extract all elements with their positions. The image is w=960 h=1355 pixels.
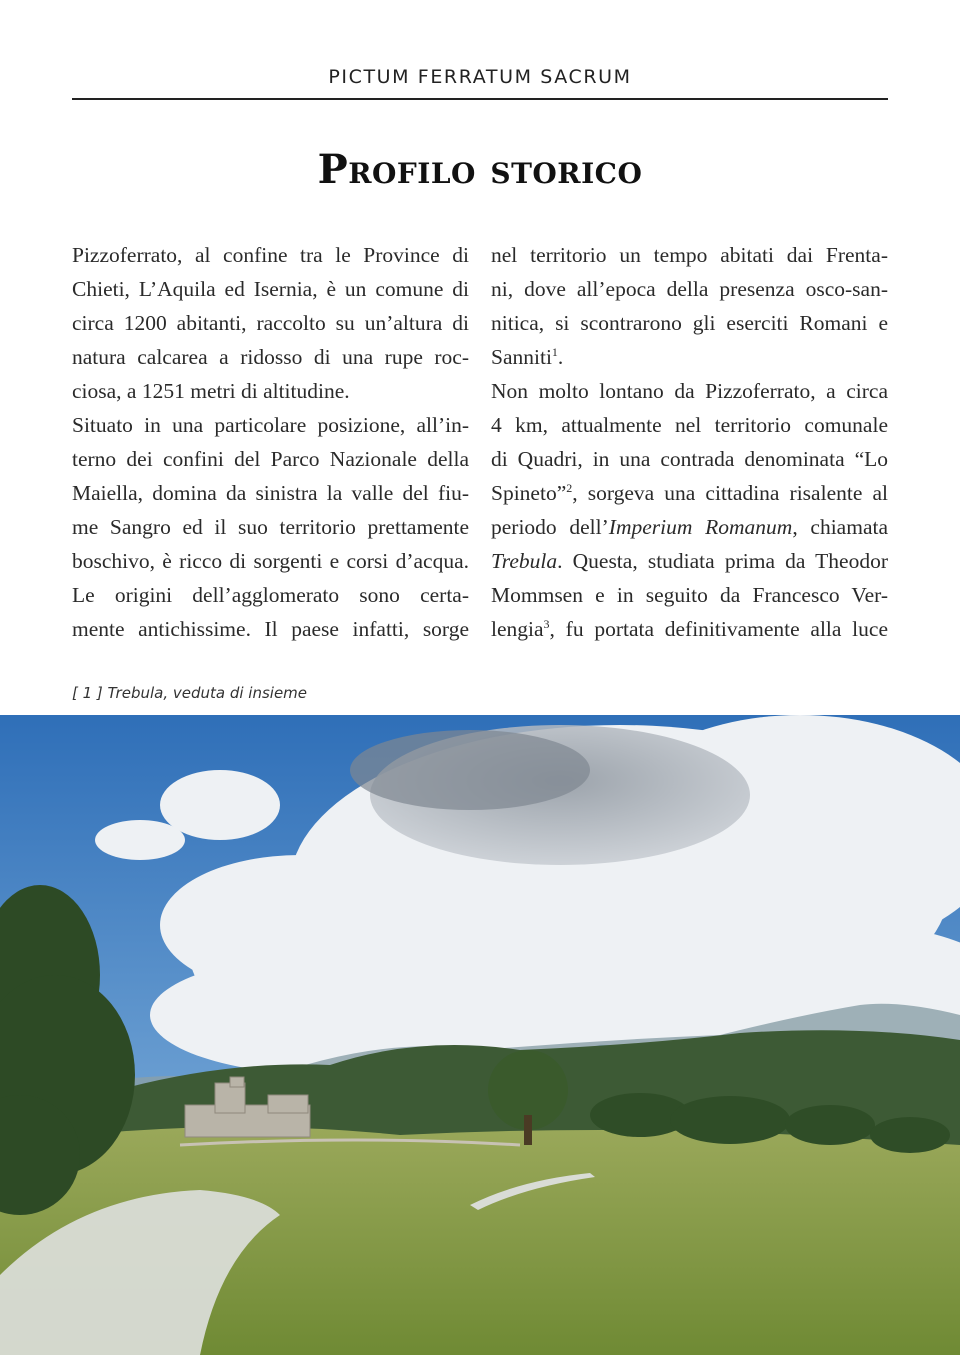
- text-segment: .: [557, 345, 564, 369]
- text-segment: lengia: [491, 617, 544, 641]
- text-line: nitica, si scontrarono gli eserciti Romani e: [491, 311, 888, 335]
- text-line: [491, 544, 888, 578]
- text-line: mente antichissime. Il paese infatti, sorge: [72, 617, 469, 641]
- italic-term: Trebula: [491, 549, 558, 573]
- text-line: [491, 612, 888, 646]
- text-line: natura calcarea a ridosso di una rupe roc-: [72, 345, 469, 369]
- text-line: Situato in una particolare posizione, all’in-: [72, 413, 469, 437]
- text-line: ni, dove all’epoca della presenza osco-san-: [491, 277, 888, 301]
- text-line: Maiella, domina da sinistra la valle del fiu-: [72, 481, 469, 505]
- page-title: Profilo storico: [317, 146, 643, 193]
- tree-trunk: [524, 1115, 532, 1145]
- text-line: circa 1200 abitanti, raccolto su un’altura di: [72, 311, 469, 335]
- text-line: [491, 476, 888, 510]
- figure-caption: [ 1 ] Trebula, veduta di insieme: [72, 684, 308, 702]
- text-segment: periodo dell’: [491, 515, 609, 539]
- text-line: 4 km, attualmente nel territorio comunale: [491, 413, 888, 437]
- landscape-illustration: [0, 715, 960, 1355]
- text-line: ciosa, a 1251 metri di altitudine.: [72, 379, 350, 403]
- footnote-ref-2: 2: [566, 481, 573, 495]
- text-line: Chieti, L’Aquila ed Isernia, è un comune di: [72, 277, 469, 301]
- running-header: PICTUM FERRATUM SACRUM: [328, 66, 632, 88]
- footnote-ref-1: 1: [551, 345, 558, 359]
- text-segment: , fu portata definitivamente alla luce: [549, 617, 888, 641]
- text-segment: , chiamata: [792, 515, 888, 539]
- text-line: nel territorio un tempo abitati dai Frenta-: [491, 243, 888, 267]
- dark-cloud: [350, 730, 590, 810]
- footnote-ref-3: 3: [543, 617, 550, 631]
- text-line: me Sangro ed il suo territorio prettamente: [72, 515, 469, 539]
- text-line: Pizzoferrato, al confine tra le Province di: [72, 243, 469, 267]
- text-line: terno dei confini del Parco Nazionale della: [72, 447, 469, 471]
- text-line: Mommsen e in seguito da Francesco Ver-: [491, 583, 888, 607]
- text-segment: Sanniti: [491, 345, 552, 369]
- text-segment: . Questa, studiata prima da Theodor: [557, 549, 888, 573]
- landscape-photo: [0, 715, 960, 1355]
- text-line: [491, 510, 888, 544]
- text-line: Le origini dell’agglomerato sono certa-: [72, 583, 469, 607]
- right-text-column: [491, 238, 888, 646]
- text-line: boschivo, è ricco di sorgenti e corsi d’acqua.: [72, 549, 469, 573]
- text-line: [491, 340, 888, 374]
- header-rule: [72, 98, 888, 100]
- text-line: Non molto lontano da Pizzoferrato, a circa: [491, 379, 888, 403]
- left-text-column: [72, 238, 469, 646]
- text-line: di Quadri, in una contrada denominata “Lo: [491, 447, 888, 471]
- italic-term: Imperium Romanum: [608, 515, 793, 539]
- text-segment: , sorgeva una cittadina risalente al: [572, 481, 888, 505]
- text-segment: Spineto”: [491, 481, 567, 505]
